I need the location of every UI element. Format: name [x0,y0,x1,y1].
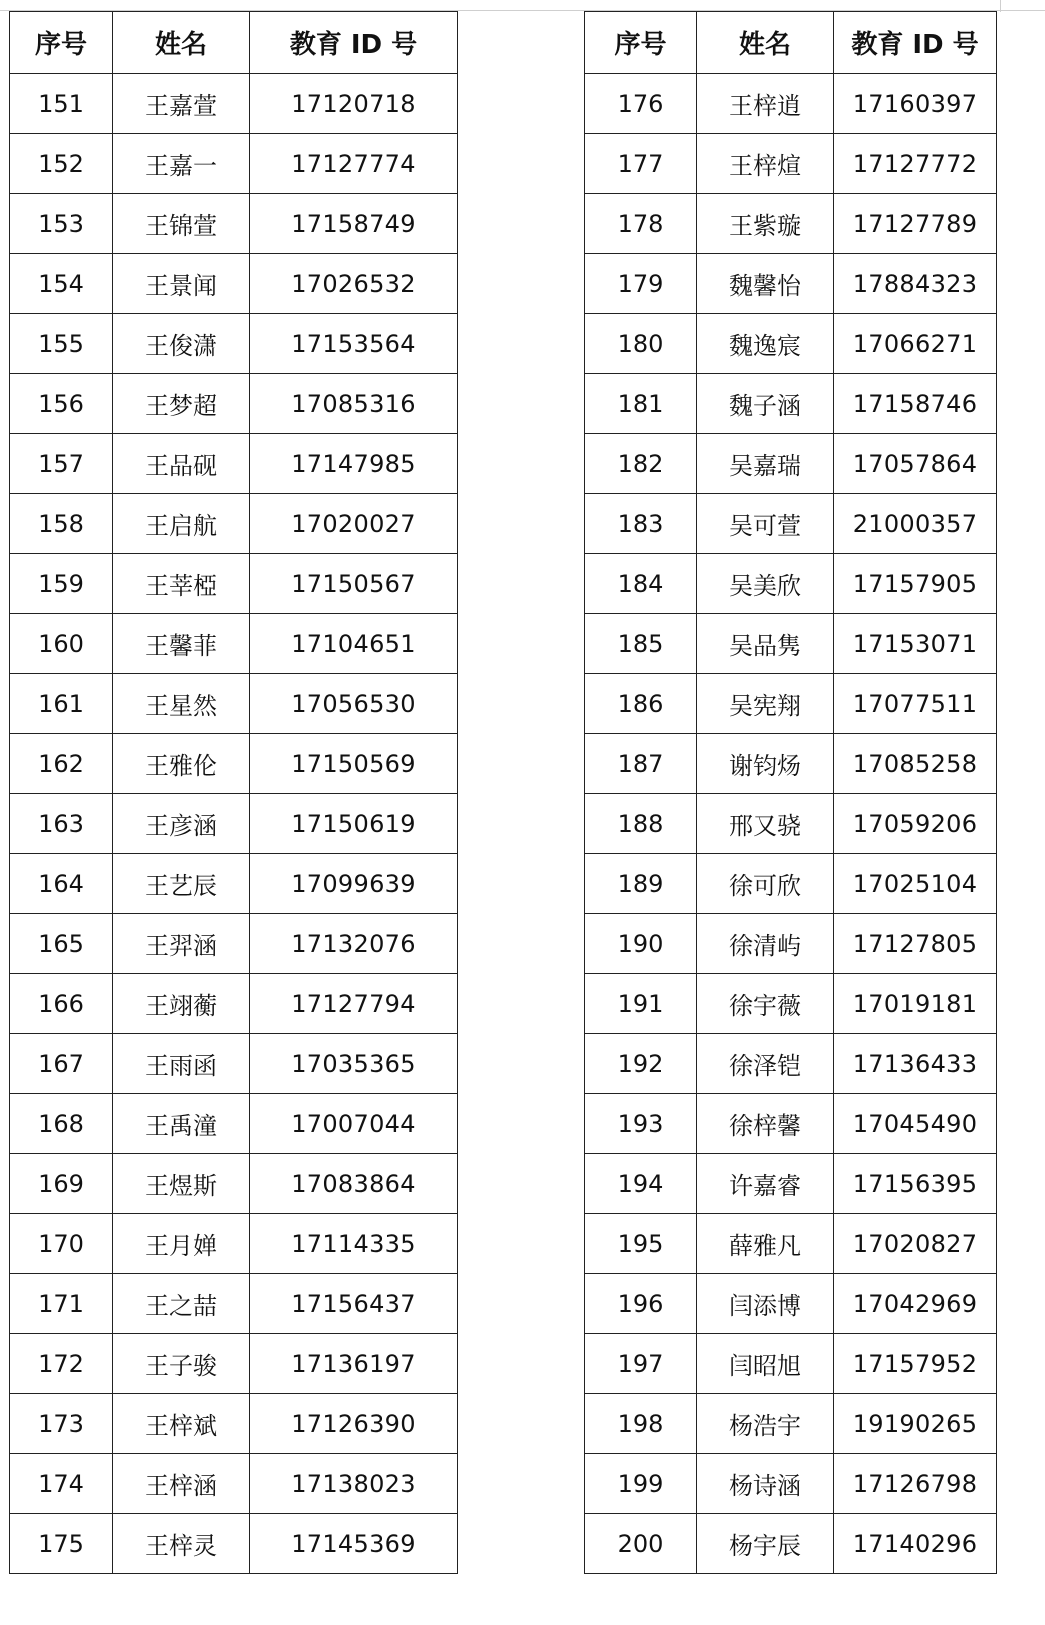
cell-name: 王俊潇 [113,314,250,374]
cell-seq: 153 [10,194,113,254]
table-row [585,1274,997,1334]
cell-edu-id: 17066271 [834,314,997,374]
cell-name: 王嘉萱 [113,74,250,134]
table-row [585,1034,997,1094]
cell-name: 王梓灵 [113,1514,250,1574]
table-row [10,974,458,1034]
table-row [585,674,997,734]
cell-seq: 175 [10,1514,113,1574]
cell-edu-id: 17019181 [834,974,997,1034]
cell-seq: 156 [10,374,113,434]
cell-edu-id: 17120718 [250,74,458,134]
cell-seq: 171 [10,1274,113,1334]
cell-edu-id: 17127772 [834,134,997,194]
cell-name: 王彦涵 [113,794,250,854]
cell-seq: 179 [585,254,697,314]
cell-name: 王禹潼 [113,1094,250,1154]
cell-edu-id: 17150619 [250,794,458,854]
cell-name: 邢又骁 [697,794,834,854]
cell-edu-id: 17158746 [834,374,997,434]
cell-edu-id: 17085316 [250,374,458,434]
cell-edu-id: 17156437 [250,1274,458,1334]
cell-seq: 191 [585,974,697,1034]
cell-edu-id: 17035365 [250,1034,458,1094]
cell-seq: 161 [10,674,113,734]
cell-seq: 174 [10,1454,113,1514]
cell-seq: 194 [585,1154,697,1214]
cell-seq: 188 [585,794,697,854]
cell-seq: 180 [585,314,697,374]
cell-seq: 164 [10,854,113,914]
cell-seq: 196 [585,1274,697,1334]
table-header-row [10,12,458,74]
cell-name: 闫昭旭 [697,1334,834,1394]
cell-name: 王景闻 [113,254,250,314]
table-row [10,554,458,614]
cell-edu-id: 17157905 [834,554,997,614]
cell-seq: 182 [585,434,697,494]
cell-edu-id: 17059206 [834,794,997,854]
cell-edu-id: 17150569 [250,734,458,794]
cell-seq: 192 [585,1034,697,1094]
cell-seq: 183 [585,494,697,554]
table-row [10,1034,458,1094]
cell-name: 王锦萱 [113,194,250,254]
cell-name: 徐泽铠 [697,1034,834,1094]
cell-seq: 176 [585,74,697,134]
table-row [10,494,458,554]
cell-name: 王嘉一 [113,134,250,194]
cell-seq: 168 [10,1094,113,1154]
cell-name: 王启航 [113,494,250,554]
cell-seq: 157 [10,434,113,494]
cell-edu-id: 17007044 [250,1094,458,1154]
header-edu-id: 教育 ID 号 [834,12,997,74]
cell-seq: 195 [585,1214,697,1274]
cell-edu-id: 17020027 [250,494,458,554]
cell-name: 王雅伦 [113,734,250,794]
cell-edu-id: 17156395 [834,1154,997,1214]
table-row [10,374,458,434]
cell-seq: 166 [10,974,113,1034]
table-row [10,1334,458,1394]
cell-name: 吴品隽 [697,614,834,674]
cell-edu-id: 17126390 [250,1394,458,1454]
cell-seq: 178 [585,194,697,254]
cell-name: 谢钧炀 [697,734,834,794]
table-row [585,974,997,1034]
header-name: 姓名 [113,12,250,74]
cell-edu-id: 17104651 [250,614,458,674]
cell-edu-id: 17136433 [834,1034,997,1094]
table-row [585,554,997,614]
table-row [10,134,458,194]
cell-seq: 165 [10,914,113,974]
cell-name: 王梓逍 [697,74,834,134]
cell-edu-id: 17126798 [834,1454,997,1514]
cell-seq: 177 [585,134,697,194]
cell-edu-id: 17153564 [250,314,458,374]
cell-edu-id: 17136197 [250,1334,458,1394]
cell-seq: 170 [10,1214,113,1274]
cell-name: 薛雅凡 [697,1214,834,1274]
table-row [10,854,458,914]
cell-seq: 197 [585,1334,697,1394]
table-row [585,74,997,134]
table-row [585,494,997,554]
cell-seq: 184 [585,554,697,614]
cell-edu-id: 17026532 [250,254,458,314]
cell-seq: 181 [585,374,697,434]
cell-seq: 162 [10,734,113,794]
cell-name: 闫添博 [697,1274,834,1334]
cell-name: 王艺辰 [113,854,250,914]
table-header-row [585,12,997,74]
cell-edu-id: 17160397 [834,74,997,134]
cell-edu-id: 17042969 [834,1274,997,1334]
cell-name: 魏馨怡 [697,254,834,314]
cell-name: 王雨函 [113,1034,250,1094]
cell-seq: 151 [10,74,113,134]
cell-edu-id: 17025104 [834,854,997,914]
header-edu-id: 教育 ID 号 [250,12,458,74]
cell-seq: 155 [10,314,113,374]
cell-edu-id: 17045490 [834,1094,997,1154]
table-row [10,1214,458,1274]
cell-edu-id: 17127805 [834,914,997,974]
cell-seq: 190 [585,914,697,974]
cell-edu-id: 17083864 [250,1154,458,1214]
cell-seq: 152 [10,134,113,194]
cell-edu-id: 17127774 [250,134,458,194]
cell-name: 王星然 [113,674,250,734]
cell-seq: 193 [585,1094,697,1154]
cell-seq: 172 [10,1334,113,1394]
cell-edu-id: 17132076 [250,914,458,974]
roster-body-left [10,74,458,1574]
roster-body-right [585,74,997,1574]
cell-seq: 198 [585,1394,697,1454]
cell-name: 王之喆 [113,1274,250,1334]
cell-edu-id: 17085258 [834,734,997,794]
cell-name: 王馨菲 [113,614,250,674]
table-row [585,434,997,494]
cell-name: 吴嘉瑞 [697,434,834,494]
cell-edu-id: 17147985 [250,434,458,494]
cell-name: 王莘椏 [113,554,250,614]
cell-name: 魏逸宸 [697,314,834,374]
cell-seq: 169 [10,1154,113,1214]
cell-name: 杨浩宇 [697,1394,834,1454]
cell-name: 杨诗涵 [697,1454,834,1514]
cell-edu-id: 19190265 [834,1394,997,1454]
table-row [585,254,997,314]
table-row [10,254,458,314]
cell-seq: 158 [10,494,113,554]
table-row [585,854,997,914]
table-row [10,914,458,974]
table-row [585,1214,997,1274]
table-row [10,1094,458,1154]
table-row [585,374,997,434]
cell-edu-id: 17057864 [834,434,997,494]
cell-name: 王子骏 [113,1334,250,1394]
table-row [10,1274,458,1334]
table-row [585,194,997,254]
cell-edu-id: 17114335 [250,1214,458,1274]
table-row [585,314,997,374]
table-row [10,1154,458,1214]
cell-seq: 187 [585,734,697,794]
table-row [10,1454,458,1514]
table-row [10,74,458,134]
roster-table-right [584,11,997,1574]
table-row [585,1454,997,1514]
cell-seq: 186 [585,674,697,734]
cell-edu-id: 17145369 [250,1514,458,1574]
cell-edu-id: 17077511 [834,674,997,734]
table-row [585,1154,997,1214]
cell-name: 徐宇薇 [697,974,834,1034]
cell-edu-id: 17056530 [250,674,458,734]
table-row [10,794,458,854]
header-seq: 序号 [585,12,697,74]
cell-name: 王紫璇 [697,194,834,254]
cell-name: 王梦超 [113,374,250,434]
cell-edu-id: 17138023 [250,1454,458,1514]
cell-edu-id: 17127789 [834,194,997,254]
table-row [585,614,997,674]
cell-name: 吴美欣 [697,554,834,614]
cell-edu-id: 17127794 [250,974,458,1034]
table-row [10,614,458,674]
roster-table-left [9,11,458,1574]
table-row [10,1514,458,1574]
cell-edu-id: 17020827 [834,1214,997,1274]
cell-name: 魏子涵 [697,374,834,434]
cell-edu-id: 17099639 [250,854,458,914]
table-row [10,434,458,494]
table-row [585,1334,997,1394]
table-row [10,1394,458,1454]
cell-edu-id: 17157952 [834,1334,997,1394]
table-row [10,734,458,794]
cell-edu-id: 17158749 [250,194,458,254]
cell-edu-id: 17150567 [250,554,458,614]
table-row [585,134,997,194]
cell-name: 徐清屿 [697,914,834,974]
cell-edu-id: 21000357 [834,494,997,554]
cell-name: 徐可欣 [697,854,834,914]
cell-name: 杨宇辰 [697,1514,834,1574]
table-row [10,194,458,254]
table-row [585,1094,997,1154]
header-name: 姓名 [697,12,834,74]
cell-seq: 159 [10,554,113,614]
cell-seq: 189 [585,854,697,914]
cell-edu-id: 17153071 [834,614,997,674]
page-frame-corner-rule [1000,0,1001,12]
cell-name: 许嘉睿 [697,1154,834,1214]
cell-name: 吴宪翔 [697,674,834,734]
cell-seq: 173 [10,1394,113,1454]
table-row [585,734,997,794]
cell-seq: 163 [10,794,113,854]
cell-name: 王梓涵 [113,1454,250,1514]
cell-name: 王羿涵 [113,914,250,974]
cell-name: 吴可萱 [697,494,834,554]
cell-edu-id: 17140296 [834,1514,997,1574]
header-seq: 序号 [10,12,113,74]
cell-name: 王煜斯 [113,1154,250,1214]
cell-name: 王梓煊 [697,134,834,194]
cell-seq: 199 [585,1454,697,1514]
table-row [10,674,458,734]
table-row [585,1394,997,1454]
table-row [585,794,997,854]
cell-name: 徐梓馨 [697,1094,834,1154]
table-row [585,1514,997,1574]
cell-name: 王翊蘅 [113,974,250,1034]
cell-seq: 200 [585,1514,697,1574]
table-row [585,914,997,974]
cell-name: 王梓斌 [113,1394,250,1454]
cell-seq: 154 [10,254,113,314]
cell-seq: 160 [10,614,113,674]
cell-seq: 167 [10,1034,113,1094]
cell-edu-id: 17884323 [834,254,997,314]
cell-name: 王品砚 [113,434,250,494]
cell-name: 王月婵 [113,1214,250,1274]
table-row [10,314,458,374]
cell-seq: 185 [585,614,697,674]
